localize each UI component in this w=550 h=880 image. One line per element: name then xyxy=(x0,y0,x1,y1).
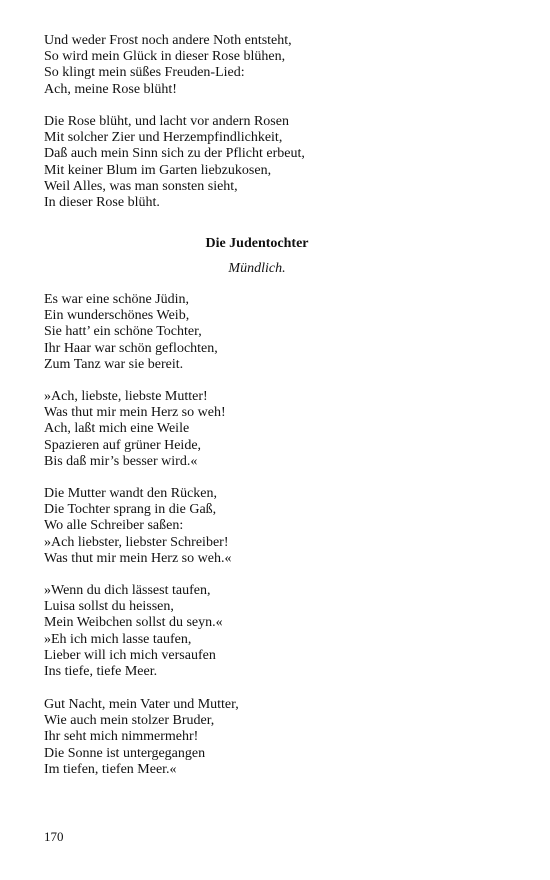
verse-line: Lieber will ich mich versaufen xyxy=(44,647,216,663)
stanza-2 xyxy=(44,389,514,470)
verse-line: Die Mutter wandt den Rücken, xyxy=(44,486,218,501)
stanza-prev-2 xyxy=(44,114,514,211)
verse-line: Ach, meine Rose blüht! xyxy=(44,81,177,97)
verse-line: Spazieren auf grüner Heide, xyxy=(44,437,202,453)
verse-line: Weil Alles, was man sonsten sieht, xyxy=(44,178,238,194)
verse-line: Mit keiner Blum im Garten liebzukosen, xyxy=(44,162,272,178)
verse-line: In dieser Rose blüht. xyxy=(44,195,160,211)
verse-line: Ach, laßt mich eine Weile xyxy=(44,421,190,437)
stanza-prev-1 xyxy=(44,33,514,98)
verse-line: Wo alle Schreiber saßen: xyxy=(44,518,184,534)
stanza-4 xyxy=(44,583,514,680)
verse-line: Im tiefen, tiefen Meer.« xyxy=(44,761,177,777)
verse-line: Wie auch mein stolzer Bruder, xyxy=(44,713,215,729)
verse-line: Sie hatt’ ein schöne Tochter, xyxy=(44,324,202,340)
verse-line: Mein Weibchen sollst du seyn.« xyxy=(44,615,223,631)
verse-line: Bis daß mir’s besser wird.« xyxy=(44,453,198,469)
stanza-1 xyxy=(44,292,514,373)
verse-line: »Eh ich mich lasse taufen, xyxy=(44,631,192,647)
verse-line: So wird mein Glück in dieser Rose blühen, xyxy=(44,49,286,65)
verse-line: Was thut mir mein Herz so weh! xyxy=(44,405,226,421)
verse-line: Die Tochter sprang in die Gaß, xyxy=(44,502,217,518)
verse-line: Die Rose blüht, und lacht vor andern Rosen xyxy=(44,114,289,129)
verse-line: So klingt mein süßes Freuden-Lied: xyxy=(44,65,245,81)
verse-line: »Wenn du dich lässest taufen, xyxy=(44,583,211,598)
verse-line: Ein wunderschönes Weib, xyxy=(44,308,190,324)
verse-line: Und weder Frost noch andere Noth entsteht, xyxy=(44,33,292,48)
poem-title: Die Judentochter xyxy=(205,236,309,251)
poem-subtitle: Mündlich. xyxy=(228,261,286,276)
verse-line: Was thut mir mein Herz so weh.« xyxy=(44,550,232,566)
verse-line: »Ach, liebste, liebste Mutter! xyxy=(44,389,208,404)
verse-line: Zum Tanz war sie bereit. xyxy=(44,356,184,372)
verse-line: Ihr Haar war schön geflochten, xyxy=(44,340,218,356)
verse-line: Luisa sollst du heissen, xyxy=(44,599,174,615)
verse-line: Die Sonne ist untergegangen xyxy=(44,745,206,761)
page-number: 170 xyxy=(44,829,64,844)
stanza-3 xyxy=(44,486,514,567)
verse-line: »Ach liebster, liebster Schreiber! xyxy=(44,534,229,550)
verse-line: Ihr seht mich nimmermehr! xyxy=(44,729,199,745)
verse-line: Ins tiefe, tiefe Meer. xyxy=(44,664,158,680)
verse-line: Daß auch mein Sinn sich zu der Pflicht erbeut, xyxy=(44,146,305,162)
verse-line: Gut Nacht, mein Vater und Mutter, xyxy=(44,697,239,712)
verse-line: Es war eine schöne Jüdin, xyxy=(44,292,190,307)
verse-line: Mit solcher Zier und Herzempfindlichkeit, xyxy=(44,130,283,146)
stanza-5 xyxy=(44,697,514,778)
